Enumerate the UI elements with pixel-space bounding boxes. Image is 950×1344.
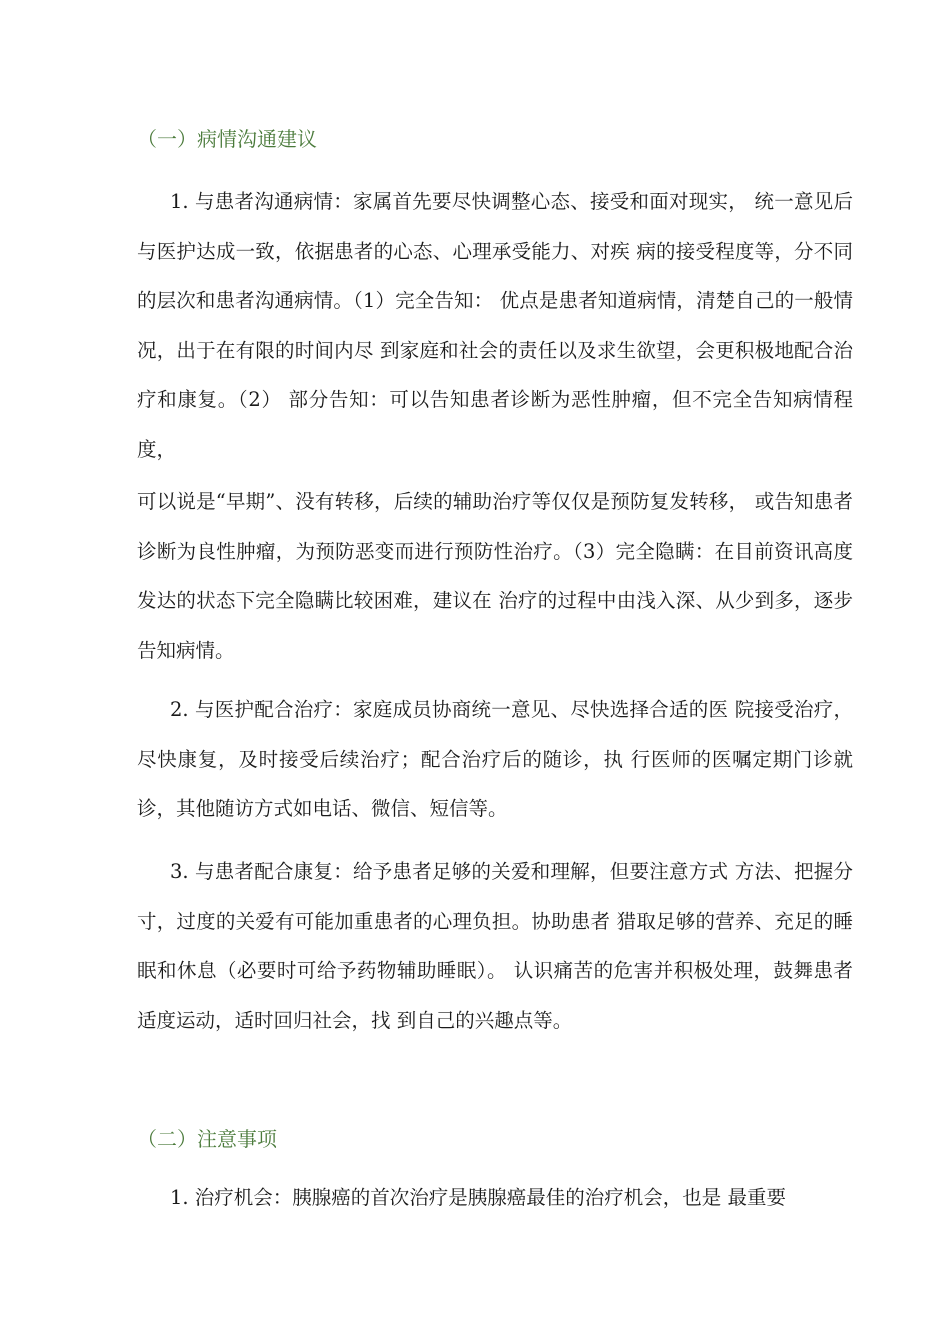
paragraph-cooperate-treatment: 2. 与医护配合治疗：家庭成员协商统一意见、尽快选择合适的医 院接受治疗，尽快康复，及时接受后续治疗；配合治疗后的随诊，执 行医师的医嘱定期门诊就诊，其他随访方式如电话、微信、短信等。 [137, 698, 853, 820]
section-heading-precautions: （二）注意事项 [137, 1127, 277, 1151]
section-heading-communication: （一）病情沟通建议 [137, 127, 317, 151]
paragraph-treatment-opportunity: 1. 治疗机会：胰腺癌的首次治疗是胰腺癌最佳的治疗机会，也是 最重要 [170, 1186, 787, 1209]
paragraph-communicate-condition-continued: 可以说是“早期”、没有转移，后续的辅助治疗等仅仅是预防复发转移， 或告知患者诊断为良性肿瘤，为预防恶变而进行预防性治疗。（3）完全隐瞒：在目前资讯高度发达的状态下完全隐瞒比较困难，建议在 治疗的过程中由浅入深、从少到多，逐步告知病情。 [137, 490, 853, 662]
paragraph-cooperate-recovery: 3. 与患者配合康复：给予患者足够的关爱和理解，但要注意方式 方法、把握分寸，过度的关爱有可能加重患者的心理负担。协助患者 猎取足够的营养、充足的睡眠和休息（必要时可给予药物辅助睡眠）。 认识痛苦的危害并积极处理，鼓舞患者适度运动，适时回归社会，找 到自己的兴趣点等。 [137, 860, 853, 1032]
paragraph-communicate-condition: 1. 与患者沟通病情：家属首先要尽快调整心态、接受和面对现实， 统一意见后与医护达成一致，依据患者的心态、心理承受能力、对疾 病的接受程度等，分不同的层次和患者沟通病情。（1）完全告知： 优点是患者知道病情，清楚自己的一般情况，出于在有限的时间内尽 到家庭和社会的责任以及求生欲望，会更积极地配合治疗和康复。（2） 部分告知：可以告知患者诊断为恶性肿瘤，但不完全告知病情程度， [137, 190, 853, 461]
